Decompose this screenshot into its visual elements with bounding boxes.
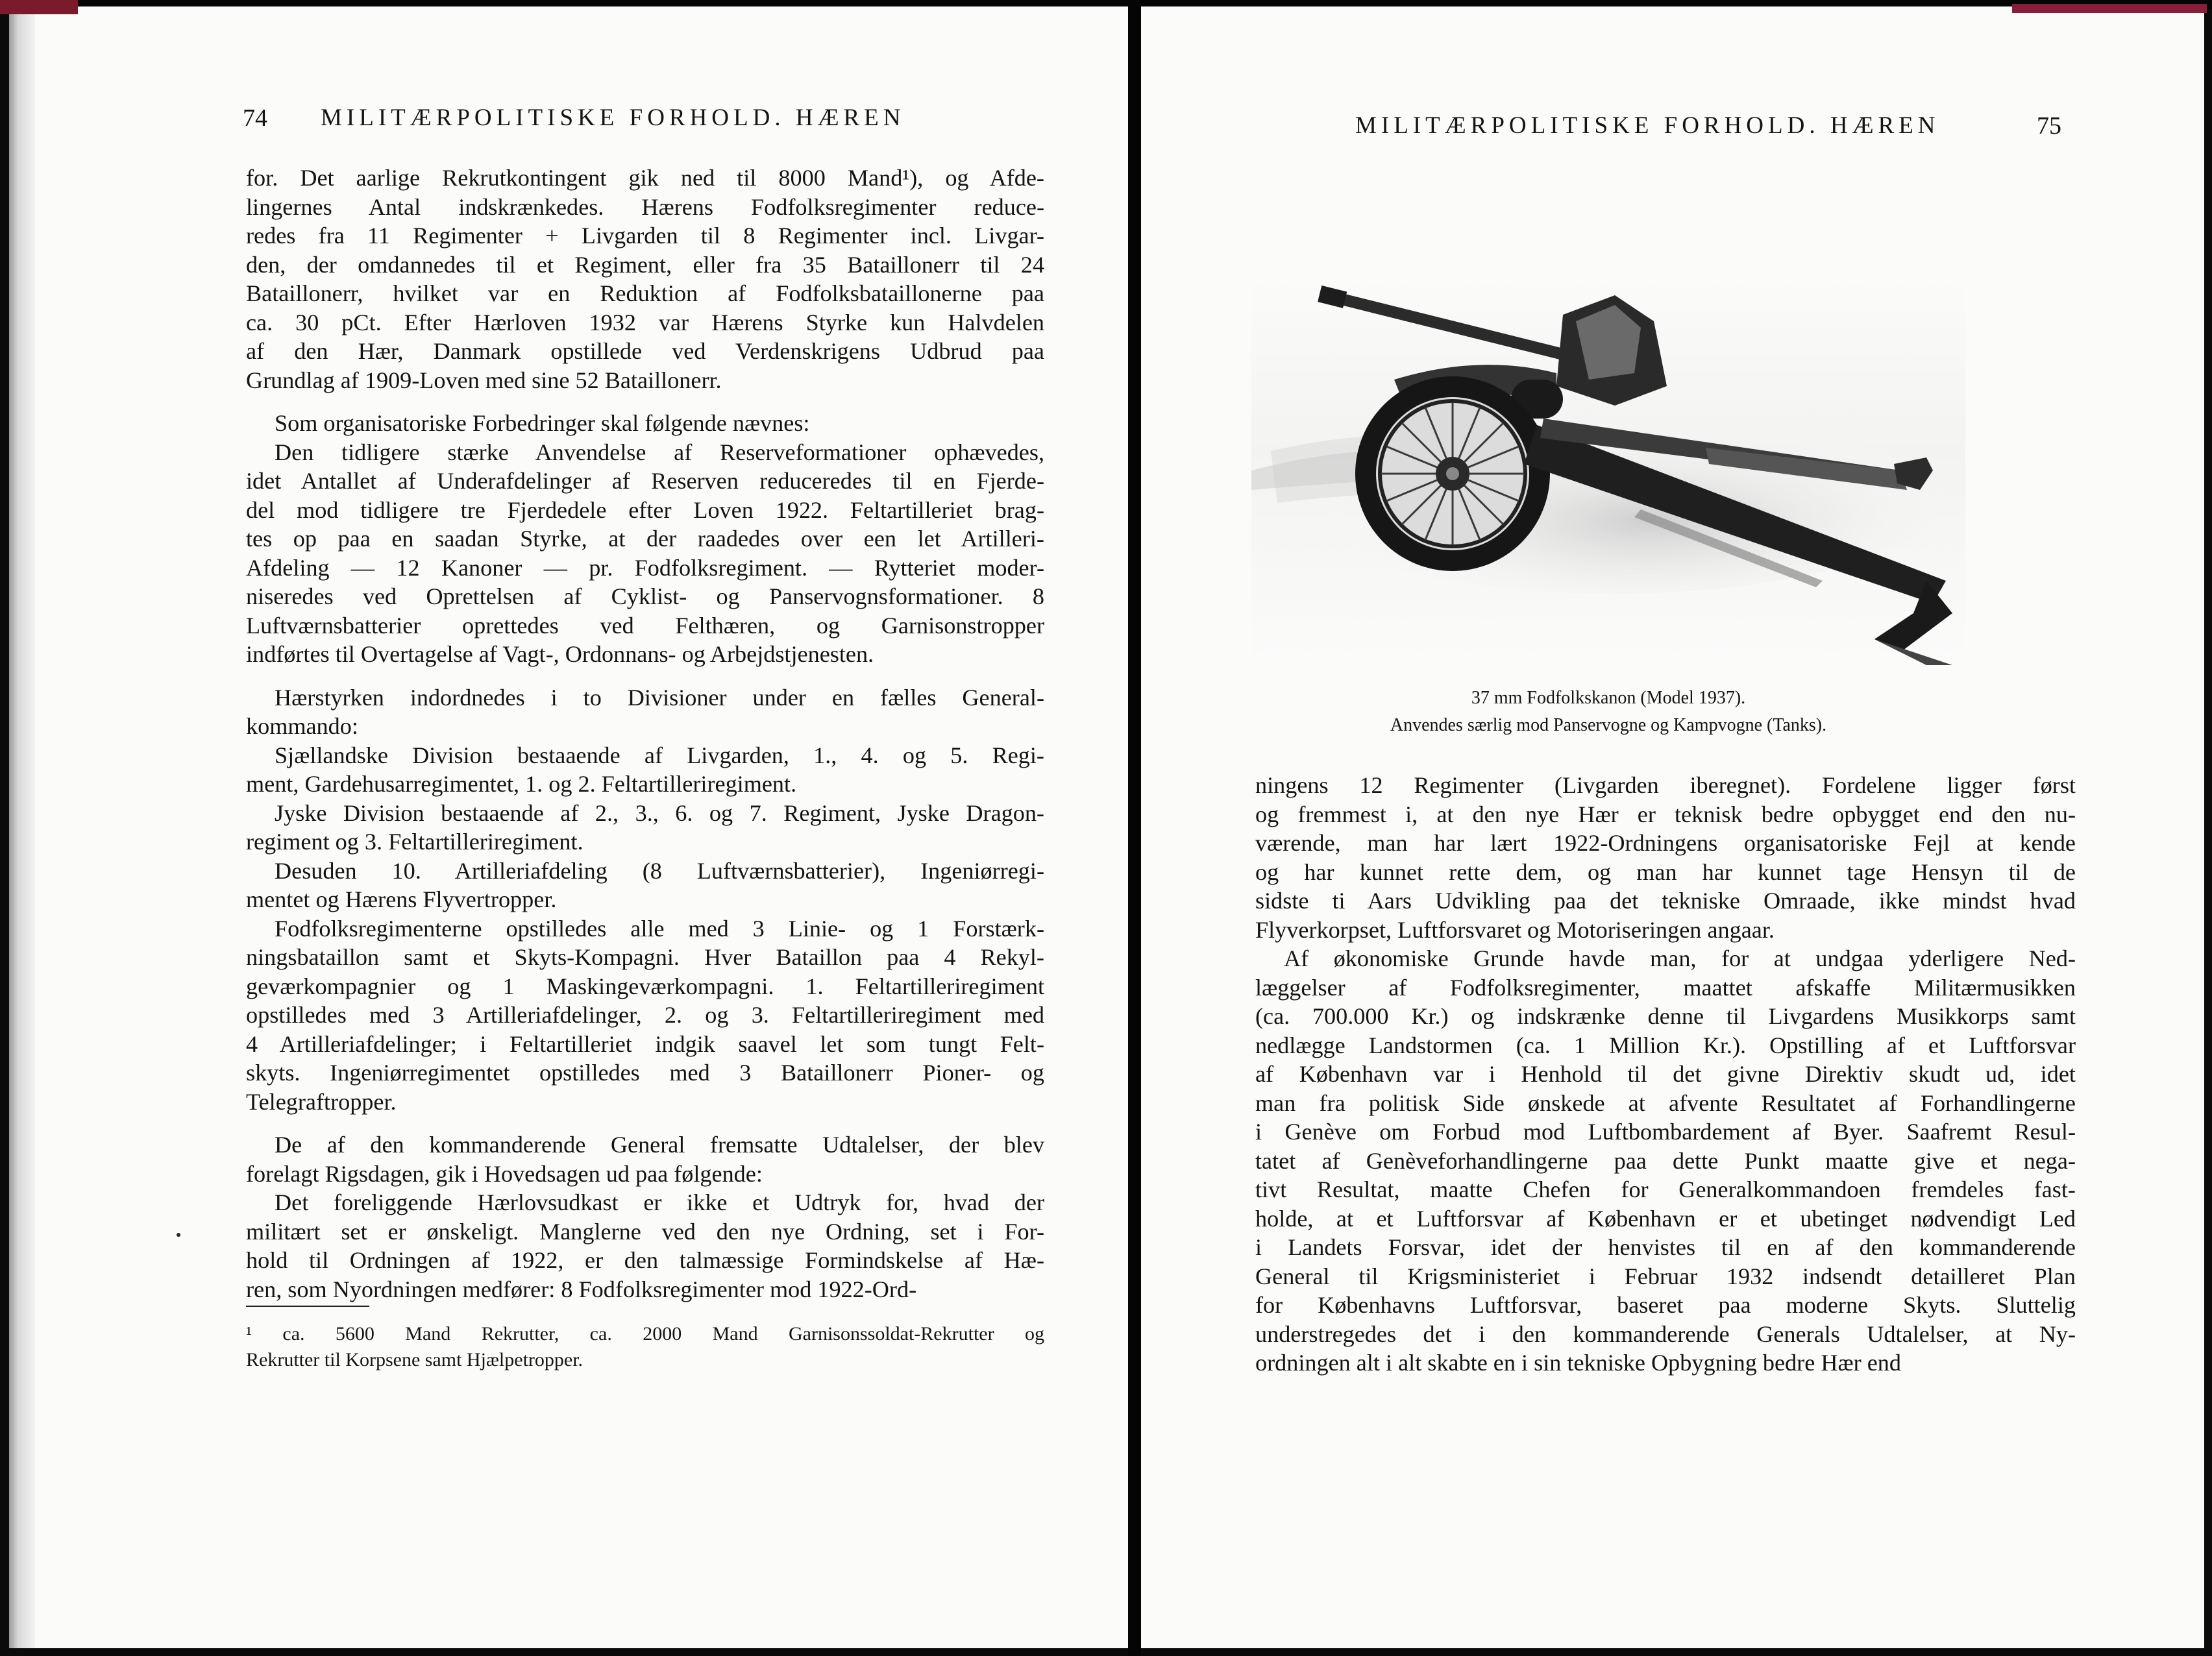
text-line: Af økonomiske Grunde havde man, for at undgaa yderligere Ned- (1284, 945, 2076, 971)
text-line: ren, som Nyordningen medfører: 8 Fodfolksregimenter mod 1922-Ord- (246, 1276, 917, 1302)
left-page (9, 6, 1128, 1648)
text-line: understregedes det i den kommanderende Generals Udtalelser, at Ny- (1255, 1321, 2076, 1347)
paragraph-gap (246, 395, 1044, 409)
footnote-line: Rekrutter til Korpsene samt Hjælpetropper. (246, 1349, 584, 1370)
text-line: General til Krigsministeriet i Februar 1932 indsendt detailleret Plan (1255, 1263, 2076, 1289)
text-line: Afdeling — 12 Kanoner — pr. Fodfolksregiment. — Rytteriet moder- (246, 554, 1044, 581)
binding-edge-left (0, 0, 78, 14)
text-line: mentet og Hærens Flyvertropper. (246, 886, 557, 912)
text-line: idet Antallet af Underafdelinger af Reserven reduceredes til en Fjerde- (246, 468, 1044, 494)
ink-speck (177, 1233, 180, 1237)
paragraph-gap (246, 1116, 1044, 1130)
text-line: Desuden 10. Artilleriafdeling (8 Luftværnsbatterier), Ingeniørregi- (275, 857, 1044, 884)
anti-tank-gun-photo (1251, 276, 1965, 665)
right-page (1141, 6, 2204, 1648)
right-running-head: MILITÆRPOLITISKE FORHOLD. HÆREN (1355, 112, 1940, 139)
text-line: opstilledes med 3 Artilleriafdelinger, 2. og 3. Feltartilleriregiment med (246, 1002, 1044, 1028)
text-line: kommando: (246, 713, 358, 739)
text-line: Jyske Division bestaaende af 2., 3., 6. og 7. Regiment, Jyske Dragon- (275, 799, 1044, 826)
text-line: skyts. Ingeniørregimentet opstilledes med 3 Bataillonerr Pioner- og (246, 1060, 1044, 1086)
text-line: sidste ti Aars Udvikling paa det tekniske Omraade, ikke mindst hvad (1255, 888, 2076, 914)
text-line: af den Hær, Danmark opstillede ved Verdenskrigens Udbrud paa (246, 338, 1044, 364)
text-line: geværkompagnier og 1 Maskingeværkompagni. 1. Feltartilleriregiment (246, 973, 1044, 999)
text-line: Den tidligere stærke Anvendelse af Reserveformationer ophævedes, (275, 439, 1044, 465)
text-line: tes op paa en saadan Styrke, at der raadedes over een let Artilleri- (246, 526, 1044, 552)
right-page-number: 75 (2037, 112, 2061, 140)
text-line: holde, at et Luftforsvar af København er et ubetinget nødvendigt Led (1255, 1205, 2076, 1232)
left-running-head: MILITÆRPOLITISKE FORHOLD. HÆREN (321, 104, 905, 131)
text-line: del mod tidligere tre Fjerdedele efter Loven 1922. Feltartilleriet brag- (246, 496, 1044, 523)
text-line: Sjællandske Division bestaaende af Livgarden, 1., 4. og 5. Regi- (275, 742, 1044, 768)
text-line: regiment og 3. Feltartilleriregiment. (246, 829, 584, 855)
right-body-text (1255, 771, 2076, 1378)
text-line: Grundlag af 1909-Loven med sine 52 Bataillonerr. (246, 367, 722, 393)
text-line: i Landets Forsvar, idet der henvistes til en af den kommanderende (1255, 1234, 2076, 1260)
text-line: indførtes til Overtagelse af Vagt-, Ordonnans- og Arbejdstjenesten. (246, 641, 874, 667)
left-body-text (246, 164, 1044, 1304)
text-line: Luftværnsbatterier oprettedes ved Felthæren, og Garnisonstropper (246, 612, 1044, 639)
text-line: værende, man har lært 1922-Ordningens organisatoriske Fejl at kende (1255, 830, 2076, 856)
text-line: og fremmest i, at den nye Hær er teknisk bedre opbygget end den nu- (1255, 801, 2076, 827)
text-line: redes fra 11 Regimenter + Livgarden til 8 Regimenter incl. Livgar- (246, 223, 1044, 249)
text-line: for Københavns Luftforsvar, baseret paa moderne Skyts. Sluttelig (1255, 1292, 2076, 1318)
text-line: militært set er ønskeligt. Manglerne ved den nye Ordning, set i For- (246, 1218, 1044, 1245)
text-line: Fodfolksregimenterne opstilledes alle med 3 Linie- og 1 Forstærk- (275, 915, 1044, 942)
text-line: ningens 12 Regimenter (Livgarden iberegnet). Fordelene ligger først (1255, 772, 2076, 798)
book-spine-gap (1128, 0, 1141, 1656)
text-line: ningsbataillon samt et Skyts-Kompagni. Hver Bataillon paa 4 Rekyl- (246, 944, 1044, 970)
gun-wheel (1355, 376, 1550, 571)
text-line: Flyverkorpset, Luftforsvaret og Motoriseringen angaar. (1255, 916, 1775, 943)
left-footnote (246, 1321, 1044, 1373)
page-edge-shadow (9, 6, 35, 1648)
figure-caption-line-1: 37 mm Fodfolkskanon (Model 1937). (1471, 688, 1746, 708)
footnote-line: ¹ ca. 5600 Mand Rekrutter, ca. 2000 Mand Garnisonssoldat-Rekrutter og (246, 1323, 1044, 1345)
text-line: den, der omdannedes til et Regiment, eller fra 35 Bataillonerr til 24 (246, 251, 1044, 278)
text-line: tatet af Genèveforhandlingerne paa dette Punkt maatte give et nega- (1255, 1147, 2076, 1174)
text-line: Det foreliggende Hærlovsudkast er ikke et Udtryk for, hvad der (275, 1189, 1044, 1215)
text-line: ment, Gardehusarregimentet, 1. og 2. Feltartilleriregiment. (246, 771, 797, 797)
text-line: ordningen alt i alt skabte en i sin tekniske Opbygning bedre Hær end (1255, 1350, 1901, 1376)
text-line: for. Det aarlige Rekrutkontingent gik ned til 8000 Mand¹), og Afde- (246, 165, 1044, 191)
footnote-rule (246, 1306, 369, 1307)
binding-edge-right (2012, 4, 2207, 13)
text-line: man fra politisk Side ønskede at afvente Resultatet af Forhandlingerne (1255, 1090, 2076, 1116)
text-line: niseredes ved Oprettelsen af Cyklist- og Panservognsformationer. 8 (246, 583, 1044, 609)
paragraph-gap (246, 669, 1044, 683)
text-line: nedlægge Landstormen (ca. 1 Million Kr.). Opstilling af et Luftforsvar (1255, 1032, 2076, 1058)
text-line: ca. 30 pCt. Efter Hærloven 1932 var Hærens Styrke kun Halvdelen (246, 309, 1044, 335)
text-line: i Genève om Forbud mod Luftbombardement af Byer. Saafremt Resul- (1255, 1119, 2076, 1145)
text-line: læggelser af Fodfolksregimenter, maattet afskaffe Militærmusikken (1255, 974, 2076, 1001)
text-line: Som organisatoriske Forbedringer skal følgende nævnes: (275, 410, 810, 436)
left-page-number: 74 (243, 104, 267, 132)
text-line: Bataillonerr, hvilket var en Reduktion af Fodfolksbataillonerne paa (246, 280, 1044, 306)
figure-caption-line-2: Anvendes særlig mod Panservogne og Kampvogne (Tanks). (1390, 715, 1827, 735)
text-line: tivt Resultat, maatte Chefen for Generalkommandoen fremdeles fast- (1255, 1176, 2076, 1202)
text-line: af København var i Henhold til det givne Direktiv skudt ud, idet (1255, 1061, 2076, 1087)
text-line: forelagt Rigsdagen, gik i Hovedsagen ud paa følgende: (246, 1160, 763, 1187)
text-line: Telegraftropper. (246, 1088, 397, 1115)
text-line: hold til Ordningen af 1922, er den talmæssige Formindskelse af Hæ- (246, 1247, 1044, 1273)
text-line: Hærstyrken indordnedes i to Divisioner under en fælles General- (275, 684, 1044, 711)
text-line: 4 Artilleriafdelinger; i Feltartilleriet indgik saavel let som tungt Felt- (246, 1030, 1044, 1057)
text-line: De af den kommanderende General fremsatte Udtalelser, der blev (275, 1132, 1044, 1158)
text-line: (ca. 700.000 Kr.) og indskrænke denne til Livgardens Musikkorps samt (1255, 1003, 2076, 1029)
text-line: og har kunnet rette dem, og man har kunnet tage Hensyn til de (1255, 858, 2076, 885)
text-line: lingernes Antal indskrænkedes. Hærens Fodfolksregimenter reduce- (246, 193, 1044, 220)
